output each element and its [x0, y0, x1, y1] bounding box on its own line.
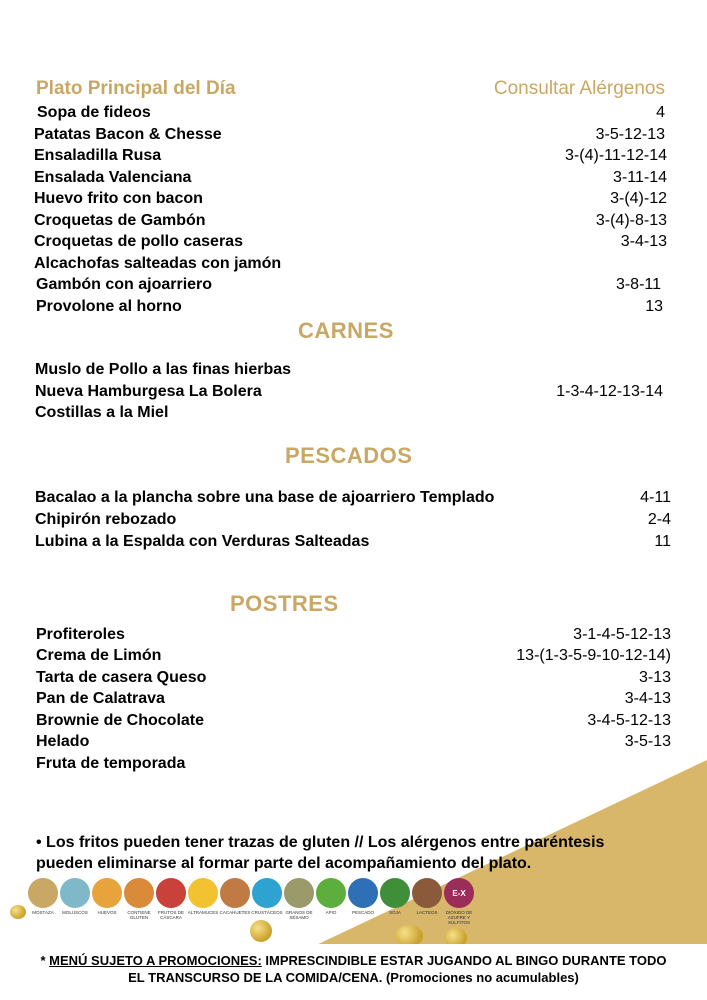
nut-icon: [156, 878, 186, 908]
allergen-item: [92, 878, 122, 925]
dish-row: [0, 626, 707, 647]
mollusc-icon: [60, 878, 90, 908]
main-dish-title: Plato Principal del Día: [36, 78, 236, 99]
allergen-label: GRANOS DE SÉSAMO: [285, 910, 313, 920]
footer-emphasis: MENÚ SUJETO A PROMOCIONES:: [49, 953, 262, 968]
dish-name: Bacalao a la plancha sobre una base de ajoarriero Templado: [35, 489, 495, 506]
dish-row: [0, 126, 707, 147]
allergen-item: [444, 878, 474, 925]
allergen-item: [348, 878, 378, 925]
allergen-label: APIO: [325, 910, 337, 915]
allergen-note: [36, 832, 676, 874]
allergen-item: [252, 878, 282, 925]
allergen-codes: 3-5-13: [624, 733, 671, 750]
dish-row: [0, 212, 707, 233]
dish-row: [0, 361, 707, 382]
allergen-codes: 3-13: [638, 669, 671, 686]
dish-row: [0, 147, 707, 168]
allergen-codes: 11: [654, 533, 671, 550]
dish-name: Tarta de casera Queso: [36, 669, 207, 686]
dish-row: [0, 233, 707, 254]
dish-row: [0, 511, 707, 532]
allergen-item: [124, 878, 154, 925]
allergen-codes: 3-1-4-5-12-13: [573, 626, 671, 643]
allergen-label: ALTRAMUCES: [187, 910, 219, 915]
allergen-label: CRUSTÁCEOS: [251, 910, 283, 915]
dish-row: [0, 533, 707, 554]
dish-name: Gambón con ajoarriero: [36, 276, 213, 293]
footer-line-1: [0, 952, 707, 969]
allergen-label: CONTIENE GLUTEN: [127, 910, 151, 920]
dish-row: [0, 298, 707, 319]
dish-name: Ensalada Valenciana: [34, 169, 192, 186]
allergen-codes: 1-3-4-12-13-14: [556, 383, 663, 400]
dish-row: [0, 276, 707, 297]
allergen-codes: 3-(4)-8-13: [595, 212, 667, 229]
allergen-item: [316, 878, 346, 925]
postres-title: POSTRES: [230, 591, 339, 616]
allergen-label: CACAHUETES: [219, 910, 251, 915]
soy-icon: [380, 878, 410, 908]
dish-row: [0, 733, 707, 754]
footer-prefix: *: [40, 953, 50, 968]
allergen-codes: 13: [645, 298, 663, 315]
mustard-icon: [28, 878, 58, 908]
allergen-item: [156, 878, 186, 925]
dish-name: Alcachofas salteadas con jamón: [34, 255, 282, 272]
dish-row: [0, 647, 707, 668]
dish-name: Croquetas de pollo caseras: [34, 233, 243, 250]
promo-footer: [0, 944, 707, 1000]
allergen-item: [60, 878, 90, 925]
allergen-label: LACTEOS: [416, 910, 438, 915]
milk-icon: [412, 878, 442, 908]
sulphite-icon: E-X: [444, 878, 474, 908]
dish-name: Fruta de temporada: [36, 755, 186, 772]
dish-name: Nueva Hamburgesa La Bolera: [35, 383, 262, 400]
allergen-item: [188, 878, 218, 925]
allergen-codes: 3-8-11: [615, 276, 661, 293]
dish-name: Ensaladilla Rusa: [34, 147, 162, 164]
footer-line-1-rest: IMPRESCINDIBLE ESTAR JUGANDO AL BINGO DURANTE TODO: [261, 953, 667, 968]
allergen-codes: 2-4: [647, 511, 671, 528]
allergen-label: FRUTOS DE CÁSCARA: [158, 910, 184, 920]
dish-row: [0, 104, 707, 125]
note-line-1: • Los fritos pueden tener trazas de gluten // Los alérgenos entre paréntesis: [36, 834, 605, 851]
allergen-label: DIÓXIDO DE AZUFRE Y SULFITOS: [445, 910, 473, 925]
celery-icon: [316, 878, 346, 908]
dish-name: Costillas a la Miel: [35, 404, 169, 421]
dish-name: Sopa de fideos: [37, 104, 151, 121]
crab-icon: [252, 878, 282, 908]
allergen-codes: 3-(4)-11-12-14: [565, 147, 667, 164]
dish-name: Profiteroles: [36, 626, 125, 643]
coin-decoration: [10, 905, 26, 919]
allergen-item: [380, 878, 410, 925]
allergen-item: [220, 878, 250, 925]
dish-row: [0, 255, 707, 276]
dish-row: [0, 669, 707, 690]
dish-name: Huevo frito con bacon: [34, 190, 203, 207]
allergen-item: [28, 878, 58, 925]
note-line-2: pueden eliminarse al formar parte del acompañamiento del plato.: [36, 855, 532, 872]
allergen-label: SOJA: [389, 910, 401, 915]
allergen-codes: 4: [656, 104, 665, 121]
allergen-codes: 3-4-13: [624, 690, 671, 707]
allergen-codes: 13-(1-3-5-9-10-12-14): [516, 647, 671, 664]
wheat-icon: [124, 878, 154, 908]
dish-name: Provolone al horno: [36, 298, 182, 315]
dish-name: Brownie de Chocolate: [36, 712, 205, 729]
sesame-icon: [284, 878, 314, 908]
allergen-codes: 3-(4)-12: [610, 190, 667, 207]
dish-row: [0, 383, 707, 404]
dish-row: [0, 169, 707, 190]
allergen-codes: 3-11-14: [613, 169, 667, 186]
footer-line-2: EL TRANSCURSO DE LA COMIDA/CENA. (Promociones no acumulables): [128, 970, 579, 985]
dish-name: Crema de Limón: [36, 647, 162, 664]
allergen-codes: 3-4-13: [620, 233, 667, 250]
dish-name: Helado: [36, 733, 90, 750]
dish-row: [0, 404, 707, 425]
dish-name: Chipirón rebozado: [35, 511, 177, 528]
allergen-item: [284, 878, 314, 925]
dish-row: [0, 489, 707, 510]
allergen-label: MOLUSCOS: [62, 910, 88, 915]
pescados-title: PESCADOS: [285, 443, 413, 468]
allergen-item: [412, 878, 442, 925]
dish-name: Muslo de Pollo a las finas hierbas: [35, 361, 292, 378]
lupin-icon: [188, 878, 218, 908]
allergens-header-label: Consultar Alérgenos: [493, 78, 665, 99]
dish-name: Croquetas de Gambón: [34, 212, 206, 229]
dish-row: [0, 690, 707, 711]
allergen-codes: 3-4-5-12-13: [587, 712, 671, 729]
dish-row: [0, 190, 707, 211]
dish-name: Lubina a la Espalda con Verduras Salteadas: [35, 533, 370, 550]
peanut-icon: [220, 878, 250, 908]
allergen-label: HUEVOS: [97, 910, 117, 915]
dish-row: [0, 755, 707, 776]
allergen-codes: 4-11: [640, 489, 671, 506]
allergen-label: PESCADO: [351, 910, 374, 915]
fish-icon: [348, 878, 378, 908]
dish-name: Pan de Calatrava: [36, 690, 165, 707]
egg-icon: [92, 878, 122, 908]
allergen-codes: 3-5-12-13: [595, 126, 665, 143]
allergen-icons-strip: [28, 878, 474, 925]
allergen-label: MOSTAZA: [32, 910, 54, 915]
dish-name: Patatas Bacon & Chesse: [34, 126, 222, 143]
dish-row: [0, 712, 707, 733]
carnes-title: CARNES: [298, 318, 394, 343]
